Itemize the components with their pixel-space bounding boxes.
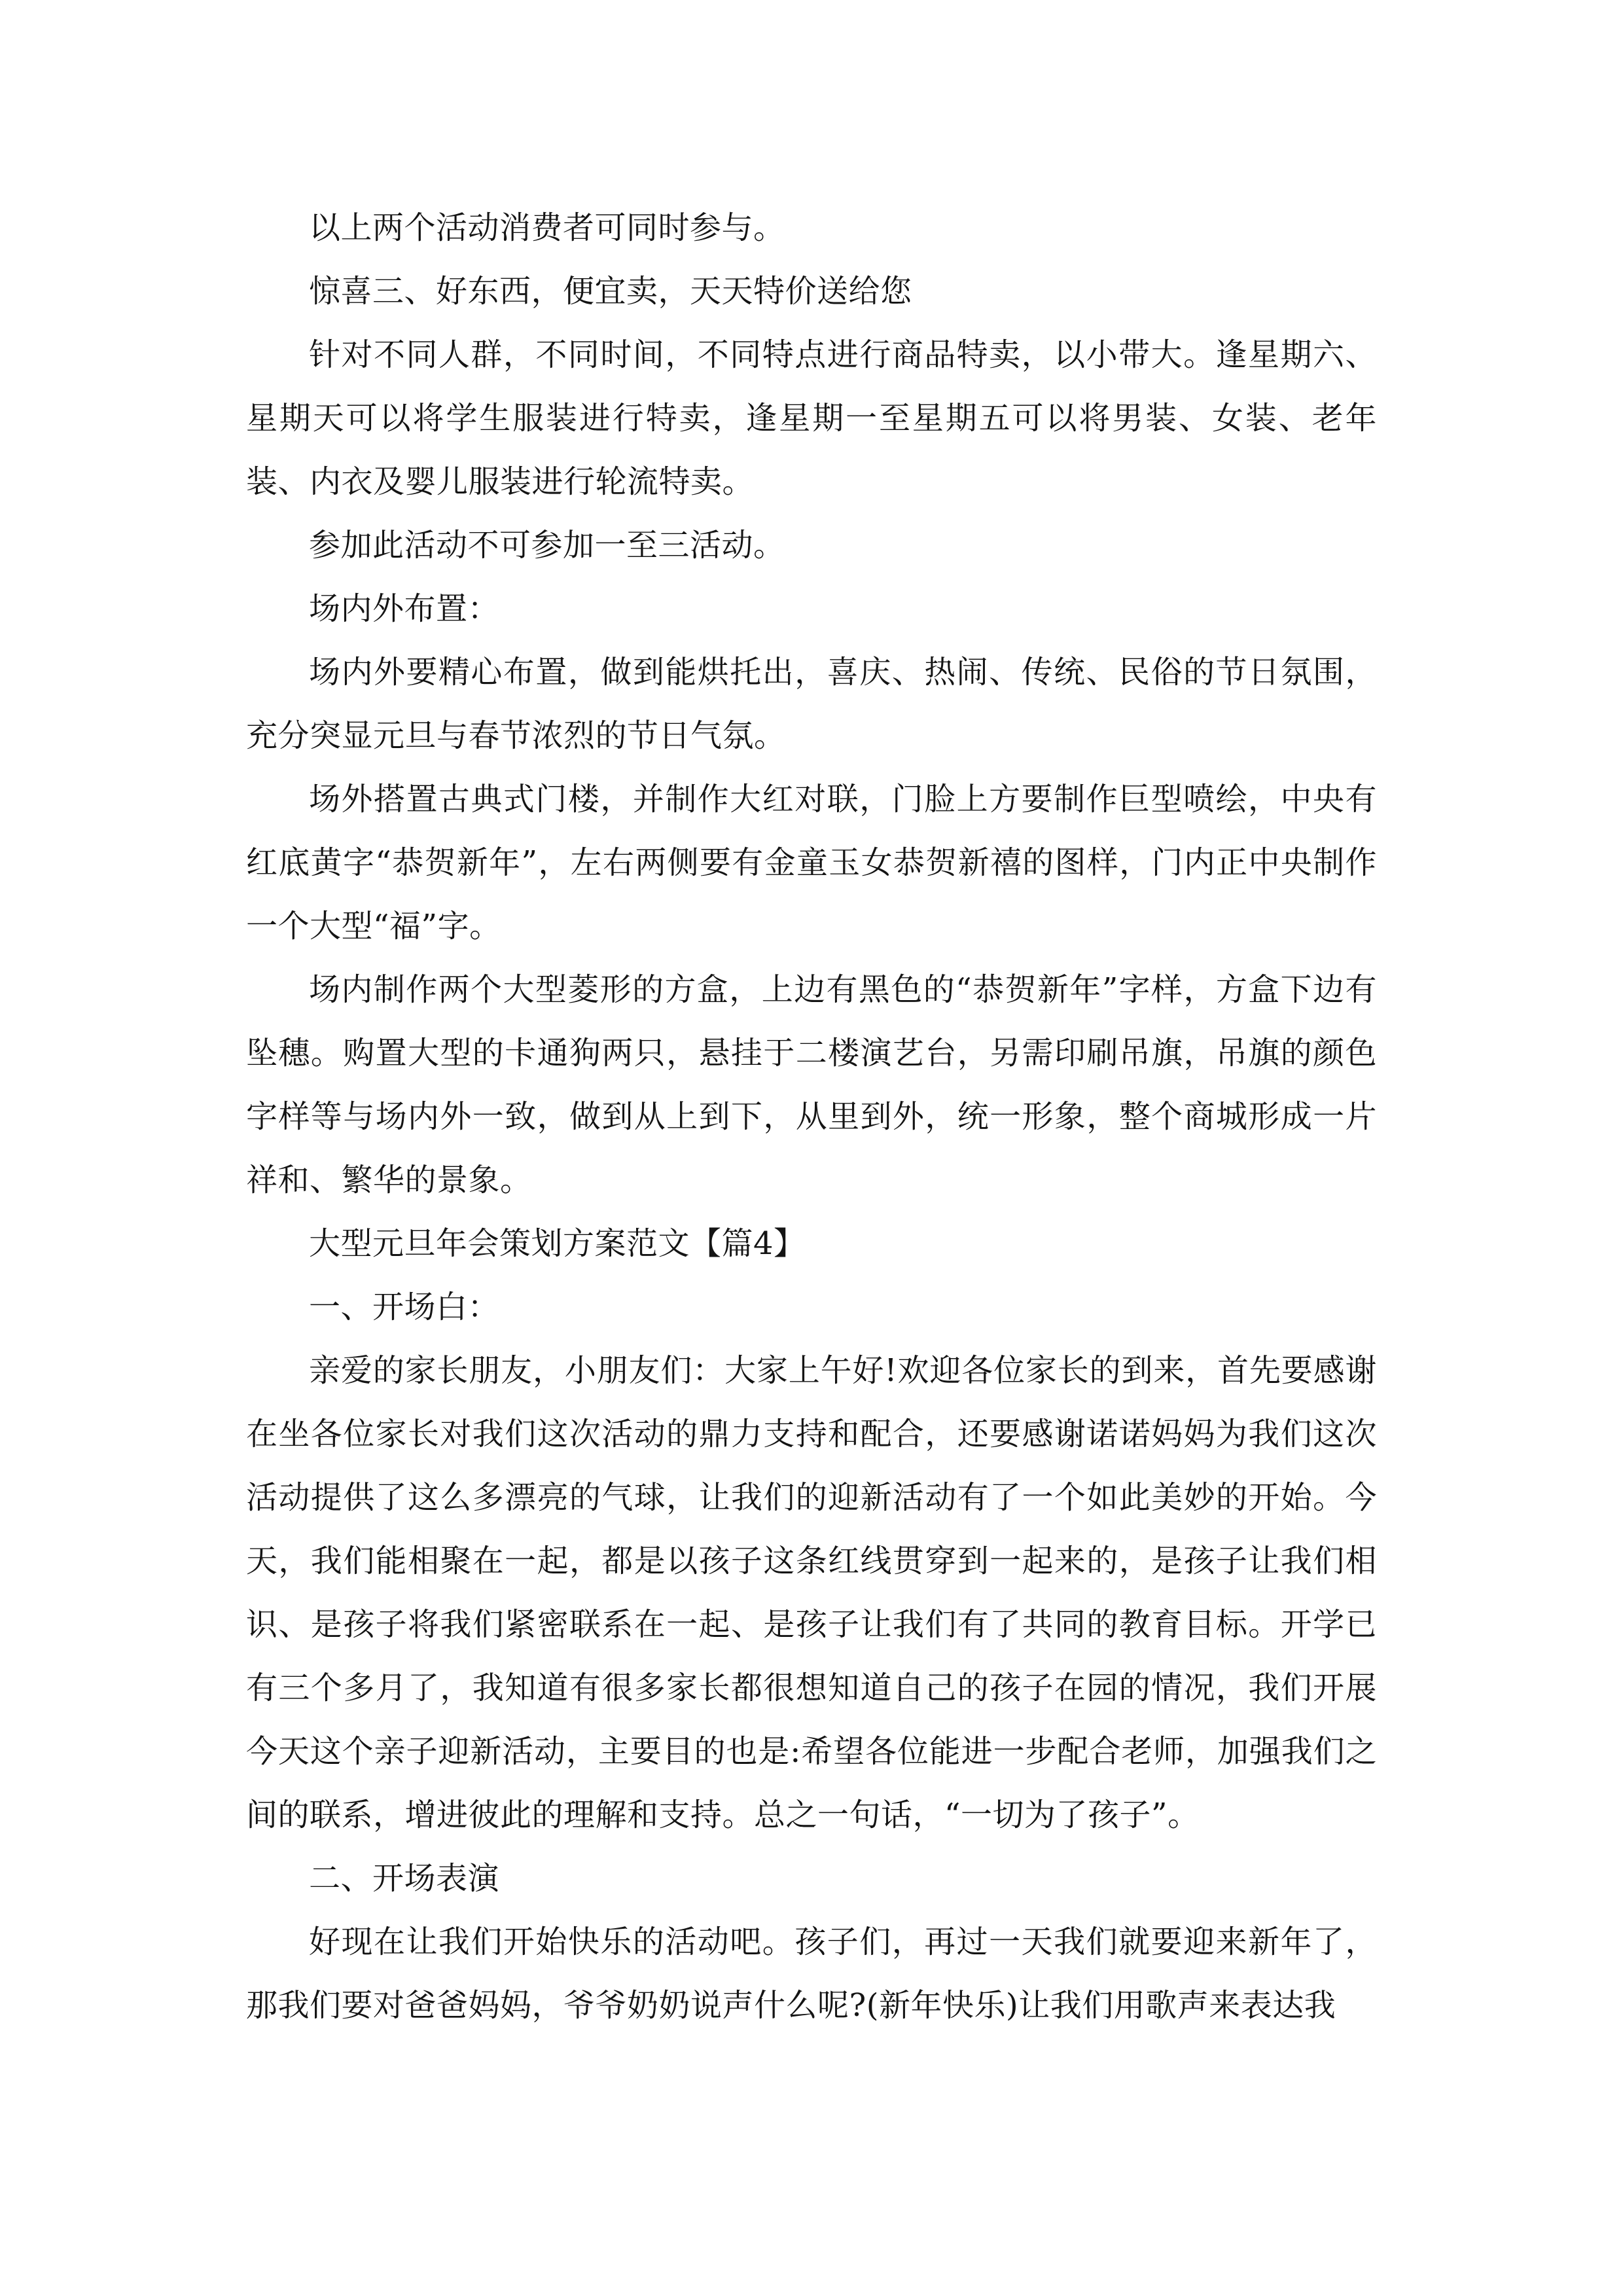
section-heading: 场内外布置：	[309, 590, 500, 627]
paragraph: 好现在让我们开始快乐的活动吧。孩子们，再过一天我们就要迎来新年了，那我们要对爸爸妈妈，爷爷奶奶说声什么呢?(新年快乐)让我们用歌声来表达我	[246, 1924, 1377, 2024]
paragraph: 场外搭置古典式门楼，并制作大红对联，门脸上方要制作巨型喷绘，中央有红底黄字“恭贺新年”，左右两侧要有金童玉女恭贺新禧的图样，门内正中央制作一个大型“福”字。	[246, 781, 1377, 944]
section-heading: 二、开场表演	[309, 1860, 500, 1897]
paragraph: 以上两个活动消费者可同时参与。	[309, 209, 785, 246]
paragraph: 针对不同人群，不同时间，不同特点进行商品特卖，以小带大。逢星期六、星期天可以将学生服装进行特卖，逢星期一至星期五可以将男装、女装、老年装、内衣及婴儿服装进行轮流特卖。	[246, 336, 1377, 500]
article-title: 大型元旦年会策划方案范文【篇4】	[309, 1225, 806, 1262]
section-heading: 一、开场白：	[309, 1289, 500, 1325]
paragraph: 场内制作两个大型菱形的方盒，上边有黑色的“恭贺新年”字样，方盒下边有坠穗。购置大型的卡通狗两只，悬挂于二楼演艺台，另需印刷吊旗，吊旗的颜色字样等与场内外一致，做到从上到下，从里到外，统一形象，整个商城形成一片祥和、繁华的景象。	[246, 971, 1377, 1198]
paragraph: 参加此活动不可参加一至三活动。	[309, 527, 785, 564]
document-page	[246, 196, 1377, 2037]
paragraph: 亲爱的家长朋友，小朋友们：大家上午好!欢迎各位家长的到来，首先要感谢在坐各位家长对我们这次活动的鼎力支持和配合，还要感谢诺诺妈妈为我们这次活动提供了这么多漂亮的气球，让我们的迎新活动有了一个如此美妙的开始。今天，我们能相聚在一起，都是以孩子这条红线贯穿到一起来的，是孩子让我们相识、是孩子将我们紧密联系在一起、是孩子让我们有了共同的教育目标。开学已有三个多月了，我知道有很多家长都很想知道自己的孩子在园的情况，我们开展今天这个亲子迎新活动，主要目的也是:希望各位能进一步配合老师，加强我们之间的联系，增进彼此的理解和支持。总之一句话，“一切为了孩子”。	[246, 1352, 1377, 1833]
paragraph: 场内外要精心布置，做到能烘托出，喜庆、热闹、传统、民俗的节日氛围，充分突显元旦与春节浓烈的节日气氛。	[246, 654, 1377, 754]
paragraph: 惊喜三、好东西，便宜卖，天天特价送给您	[309, 273, 912, 310]
